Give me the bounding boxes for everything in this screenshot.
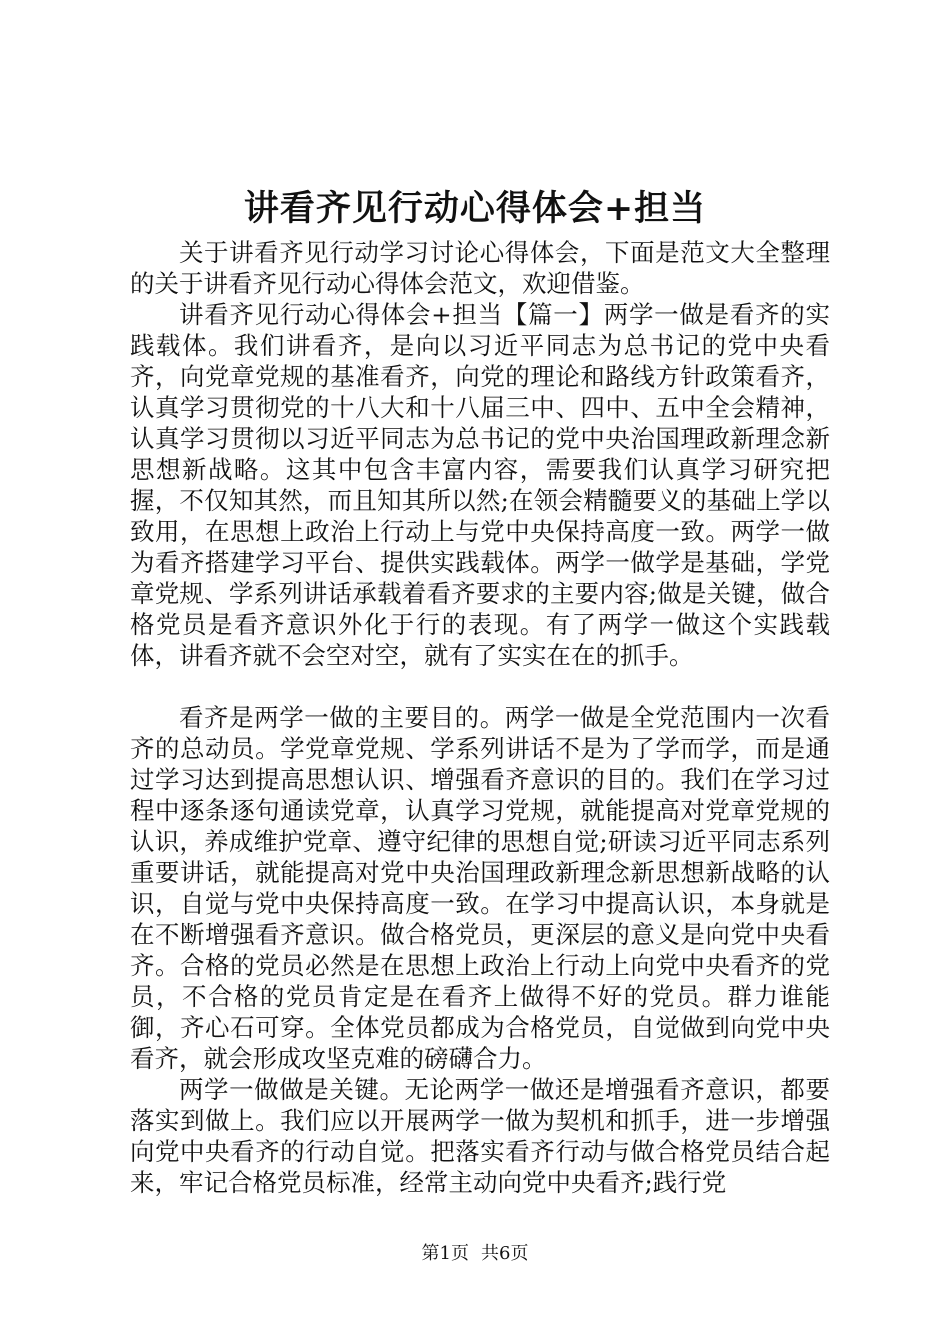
body-paragraph: 两学一做做是关键。无论两学一做还是增强看齐意识，都要落实到做上。我们应以开展两学一做为契机和抓手，进一步增强向党中央看齐的行动自觉。把落实看齐行动与做合格党员结合起来，牢记合格党员标准，经常主动向党中央看齐;践行党 bbox=[130, 1075, 830, 1197]
body-paragraph: 讲看齐见行动心得体会+担当【篇一】两学一做是看齐的实践载体。我们讲看齐，是向以习近平同志为总书记的党中央看齐，向党章党规的基准看齐，向党的理论和路线方针政策看齐，认真学习贯彻党的十八大和十八届三中、四中、五中全会精神，认真学习贯彻以习近平同志为总书记的党中央治国理政新理念新思想新战略。这其中包含丰富内容，需要我们认真学习研究把握，不仅知其然，而且知其所以然;在领会精髓要义的基础上学以致用，在思想上政治上行动上与党中央保持高度一致。两学一做为看齐搭建学习平台、提供实践载体。两学一做学是基础，学党章党规、学系列讲话承载着看齐要求的主要内容;做是关键，做合格党员是看齐意识外化于行的表现。有了两学一做这个实践载体，讲看齐就不会空对空，就有了实实在在的抓手。 bbox=[130, 300, 830, 670]
document-title: 讲看齐见行动心得体会+担当 bbox=[243, 188, 707, 229]
page-footer bbox=[0, 1242, 950, 1266]
body-paragraph: 看齐是两学一做的主要目的。两学一做是全党范围内一次看齐的总动员。学党章党规、学系列讲话不是为了学而学，而是通过学习达到提高思想认识、增强看齐意识的目的。我们在学习过程中逐条逐句通读党章，认真学习党规，就能提高对党章党规的认识，养成维护党章、遵守纪律的思想自觉;研读习近平同志系列重要讲话，就能提高对党中央治国理政新理念新思想新战略的认识，自觉与党中央保持高度一致。在学习中提高认识，本身就是在不断增强看齐意识。做合格党员，更深层的意义是向党中央看齐。合格的党员必然是在思想上政治上行动上向党中央看齐的党员，不合格的党员肯定是在看齐上做得不好的党员。群力谁能御，齐心石可穿。全体党员都成为合格党员，自觉做到向党中央看齐，就会形成攻坚克难的磅礴合力。 bbox=[130, 703, 830, 1073]
page-number: 第1页 bbox=[421, 1243, 469, 1264]
document-body bbox=[130, 237, 830, 1198]
intro-paragraph: 关于讲看齐见行动学习讨论心得体会，下面是范文大全整理的关于讲看齐见行动心得体会范文，欢迎借鉴。 bbox=[130, 238, 830, 298]
page-total: 共6页 bbox=[481, 1243, 529, 1264]
